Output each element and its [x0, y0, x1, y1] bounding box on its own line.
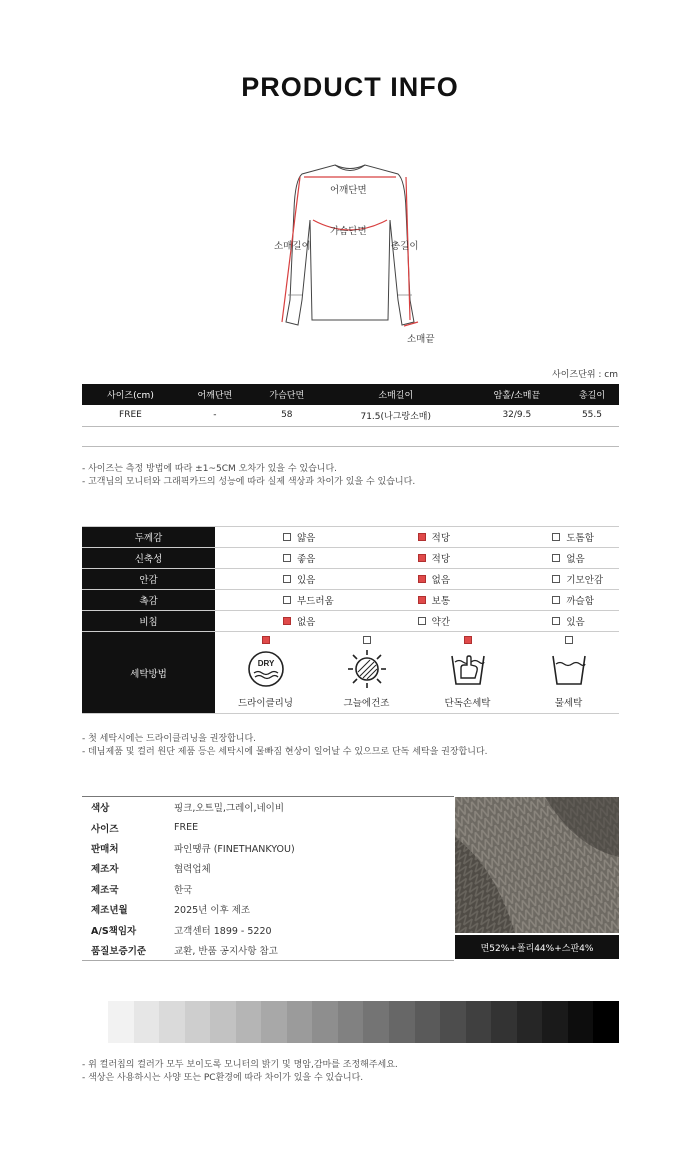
gray-swatch	[261, 1001, 287, 1043]
gray-swatch	[568, 1001, 594, 1043]
gray-swatch	[108, 1001, 134, 1043]
gray-swatch	[517, 1001, 543, 1043]
total-length-label: 총길이	[391, 241, 419, 252]
checkbox	[283, 554, 291, 562]
page-title: PRODUCT INFO	[241, 72, 459, 102]
gray-swatch	[210, 1001, 236, 1043]
wash-item-hand	[417, 632, 518, 713]
feel-label: 안감	[82, 569, 215, 589]
info-row: 제조자 협력업체	[91, 864, 211, 876]
size-header: 가슴단면	[251, 384, 323, 405]
note-line: - 데님제품 및 컬러 원단 제품 등은 세탁시에 물빠짐 현상이 일어날 수 있으므로 단독 세탁을 권장합니다.	[82, 747, 488, 757]
size-cell: -	[179, 405, 251, 426]
feel-row-thickness: 두께감 얇음 적당 도톰함	[82, 526, 619, 547]
size-header: 어깨단면	[179, 384, 251, 405]
shade-dry-icon	[346, 648, 388, 690]
shoulder-label: 어깨단면	[330, 185, 367, 196]
checkbox-checked	[418, 554, 426, 562]
chest-label: 가슴단면	[330, 226, 367, 237]
checkbox	[283, 575, 291, 583]
info-row: 판매처 파인땡큐 (FINETHANKYOU)	[91, 843, 295, 855]
gray-swatch	[491, 1001, 517, 1043]
gray-swatch	[363, 1001, 389, 1043]
gray-swatch	[287, 1001, 313, 1043]
cuff-label: 소매끝	[407, 334, 435, 345]
checkbox	[552, 596, 560, 604]
gray-swatch	[338, 1001, 364, 1043]
note-line: - 고객님의 모니터와 그래픽카드의 성능에 따라 실제 색상과 차이가 있을 수 있습니다.	[82, 477, 416, 487]
wash-item-label: 물세탁	[554, 698, 583, 709]
checkbox-checked	[418, 533, 426, 541]
size-cell: 32/9.5	[469, 405, 565, 426]
wash-label: 세탁방법	[82, 632, 215, 713]
feel-row-lining: 안감 있음 없음 기모안감	[82, 568, 619, 589]
feel-row-touch: 촉감 부드러움 보통 까슬함	[82, 589, 619, 610]
size-header: 사이즈(cm)	[82, 384, 179, 405]
checkbox-checked	[464, 636, 472, 644]
checkbox	[552, 554, 560, 562]
size-cell: 71.5(나그랑소매)	[323, 405, 469, 426]
size-cell: 55.5	[565, 405, 619, 426]
info-row: 사이즈 FREE	[91, 822, 199, 835]
wash-item-label: 드라이클리닝	[237, 698, 294, 709]
checkbox	[283, 533, 291, 541]
note-line: - 사이즈는 측정 방법에 따라 ±1~5CM 오차가 있을 수 있습니다.	[82, 464, 338, 474]
feel-label: 신축성	[82, 548, 215, 568]
info-row: A/S책임자 고객센터 1899 - 5220	[91, 925, 272, 937]
gray-swatch	[185, 1001, 211, 1043]
info-row: 품질보증기준 교환, 반품 공지사항 참고	[91, 945, 278, 957]
info-row: 제조국 한국	[91, 884, 193, 896]
note-line: - 위 컬러칩의 컬러가 모두 보이도록 모니터의 밝기 및 명암,감마를 조정해주세요.	[82, 1060, 398, 1070]
size-cell: FREE	[82, 405, 179, 426]
gray-swatch	[134, 1001, 160, 1043]
dry-clean-icon	[245, 648, 287, 690]
wash-item-shade	[316, 632, 417, 713]
table-row	[82, 405, 619, 426]
checkbox-checked	[262, 636, 270, 644]
feel-label: 두께감	[82, 527, 215, 547]
wash-row	[82, 631, 619, 714]
size-diagram	[250, 150, 450, 350]
grayscale-chart	[108, 1001, 619, 1043]
note-line: - 색상은 사용하시는 사양 또는 PC환경에 따라 차이가 있을 수 있습니다.	[82, 1073, 364, 1083]
fabric-feel-table	[82, 526, 619, 714]
gray-swatch	[440, 1001, 466, 1043]
svg-text:DRY: DRY	[257, 659, 274, 668]
color-notes	[82, 1059, 398, 1085]
hand-wash-icon	[447, 648, 489, 690]
size-header: 총길이	[565, 384, 619, 405]
wash-item-label: 그늘에건조	[343, 698, 390, 709]
checkbox	[418, 617, 426, 625]
checkbox	[565, 636, 573, 644]
gray-swatch	[466, 1001, 492, 1043]
note-line: - 첫 세탁시에는 드라이클리닝을 권장합니다.	[82, 734, 257, 744]
fabric-closeup-image	[455, 797, 619, 933]
checkbox	[552, 617, 560, 625]
info-row: 제조년월 2025년 이후 제조	[91, 905, 251, 917]
size-header: 암홀/소매끝	[469, 384, 565, 405]
size-table	[82, 384, 619, 447]
feel-label: 촉감	[82, 590, 215, 610]
gray-swatch	[542, 1001, 568, 1043]
checkbox	[283, 596, 291, 604]
size-notes	[82, 463, 415, 489]
gray-swatch	[236, 1001, 262, 1043]
checkbox	[552, 575, 560, 583]
wash-item-water	[518, 632, 619, 713]
checkbox-checked	[418, 596, 426, 604]
table-row	[82, 426, 619, 446]
product-info-table	[82, 796, 454, 961]
feel-row-sheer: 비침 없음 약간 있음	[82, 610, 619, 631]
gray-swatch	[415, 1001, 441, 1043]
size-cell: 58	[251, 405, 323, 426]
feel-label: 비침	[82, 611, 215, 631]
wash-item-label: 단독손세탁	[444, 698, 491, 709]
water-wash-icon	[548, 648, 590, 690]
checkbox	[552, 533, 560, 541]
gray-swatch	[593, 1001, 619, 1043]
checkbox-checked	[283, 617, 291, 625]
wash-notes	[82, 733, 487, 759]
composition-label: 면52%+폴리44%+스판4%	[455, 935, 619, 959]
feel-row-stretch: 신축성 좋음 적당 없음	[82, 547, 619, 568]
size-unit: 사이즈단위 : cm	[552, 370, 618, 380]
info-row: 색상 핑크,오트밀,그레이,네이비	[91, 803, 285, 815]
wash-item-dry	[215, 632, 316, 713]
checkbox-checked	[418, 575, 426, 583]
gray-swatch	[312, 1001, 338, 1043]
checkbox	[363, 636, 371, 644]
sleeve-label: 소매길이	[274, 241, 311, 252]
size-header: 소매길이	[323, 384, 469, 405]
gray-swatch	[389, 1001, 415, 1043]
gray-swatch	[159, 1001, 185, 1043]
